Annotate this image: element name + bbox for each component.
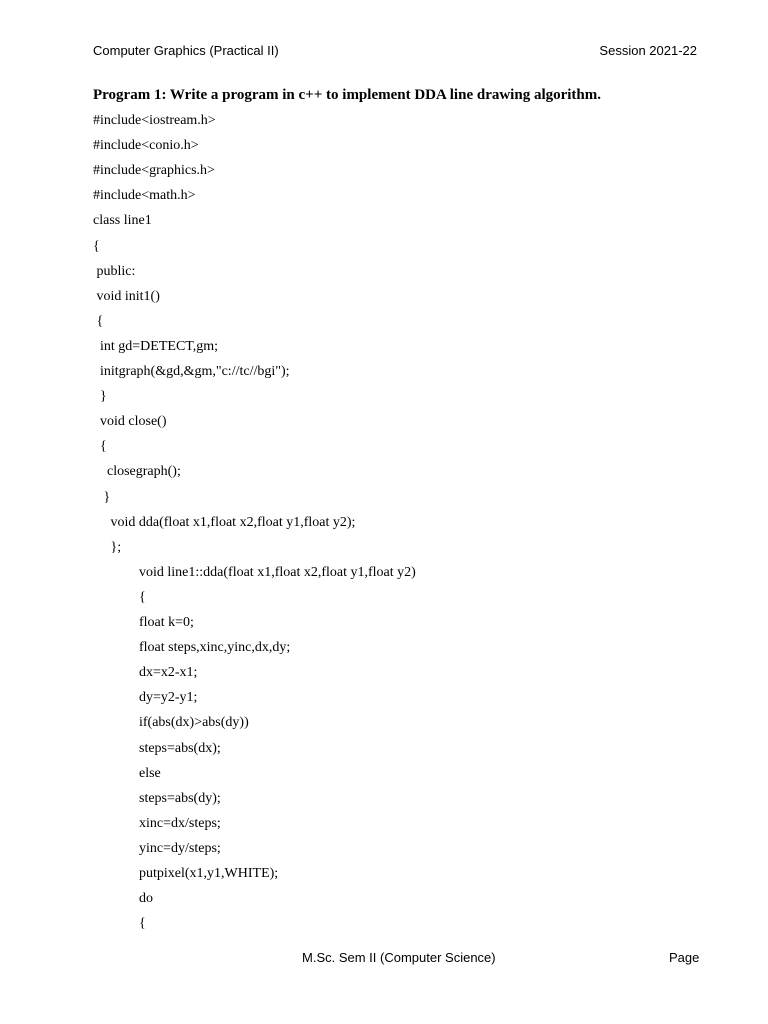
code-line: yinc=dy/steps; [139,841,221,856]
code-line: #include<graphics.h> [93,163,215,178]
code-line: { [139,916,146,931]
code-line: { [93,239,100,254]
code-line: } [93,389,107,404]
program-title: Program 1: Write a program in c++ to implement DDA line drawing algorithm. [93,87,602,103]
code-line: if(abs(dx)>abs(dy)) [139,715,249,730]
code-line: #include<math.h> [93,188,196,203]
code-line: #include<iostream.h> [93,113,216,128]
code-line: { [93,314,104,329]
code-line: } [93,490,111,505]
header-session: Session 2021-22 [599,43,697,58]
code-line: do [139,891,153,906]
code-line: void close() [93,414,167,429]
footer-page-label: Page [669,950,700,965]
code-line: void line1::dda(float x1,float x2,float y1,float y2) [139,565,416,580]
code-line: class line1 [93,213,152,228]
code-line: void init1() [93,289,160,304]
code-line: { [93,439,107,454]
code-line: { [139,590,146,605]
code-line: }; [93,540,122,555]
code-line: initgraph(&gd,&gm,"c://tc//bgi"); [93,364,290,379]
code-line: closegraph(); [93,464,181,479]
code-line: dy=y2-y1; [139,690,198,705]
code-line: else [139,766,161,781]
code-line: #include<conio.h> [93,138,199,153]
code-line: xinc=dx/steps; [139,816,221,831]
code-line: steps=abs(dx); [139,741,221,756]
code-line: dx=x2-x1; [139,665,198,680]
header-course-title: Computer Graphics (Practical II) [93,43,279,58]
code-line: float k=0; [139,615,194,630]
code-line: steps=abs(dy); [139,791,221,806]
code-line: putpixel(x1,y1,WHITE); [139,866,279,881]
code-line: void dda(float x1,float x2,float y1,float y2); [93,515,356,530]
code-line: public: [93,264,136,279]
code-line: int gd=DETECT,gm; [93,339,219,354]
footer-semester: M.Sc. Sem II (Computer Science) [302,950,496,965]
code-line: float steps,xinc,yinc,dx,dy; [139,640,291,655]
